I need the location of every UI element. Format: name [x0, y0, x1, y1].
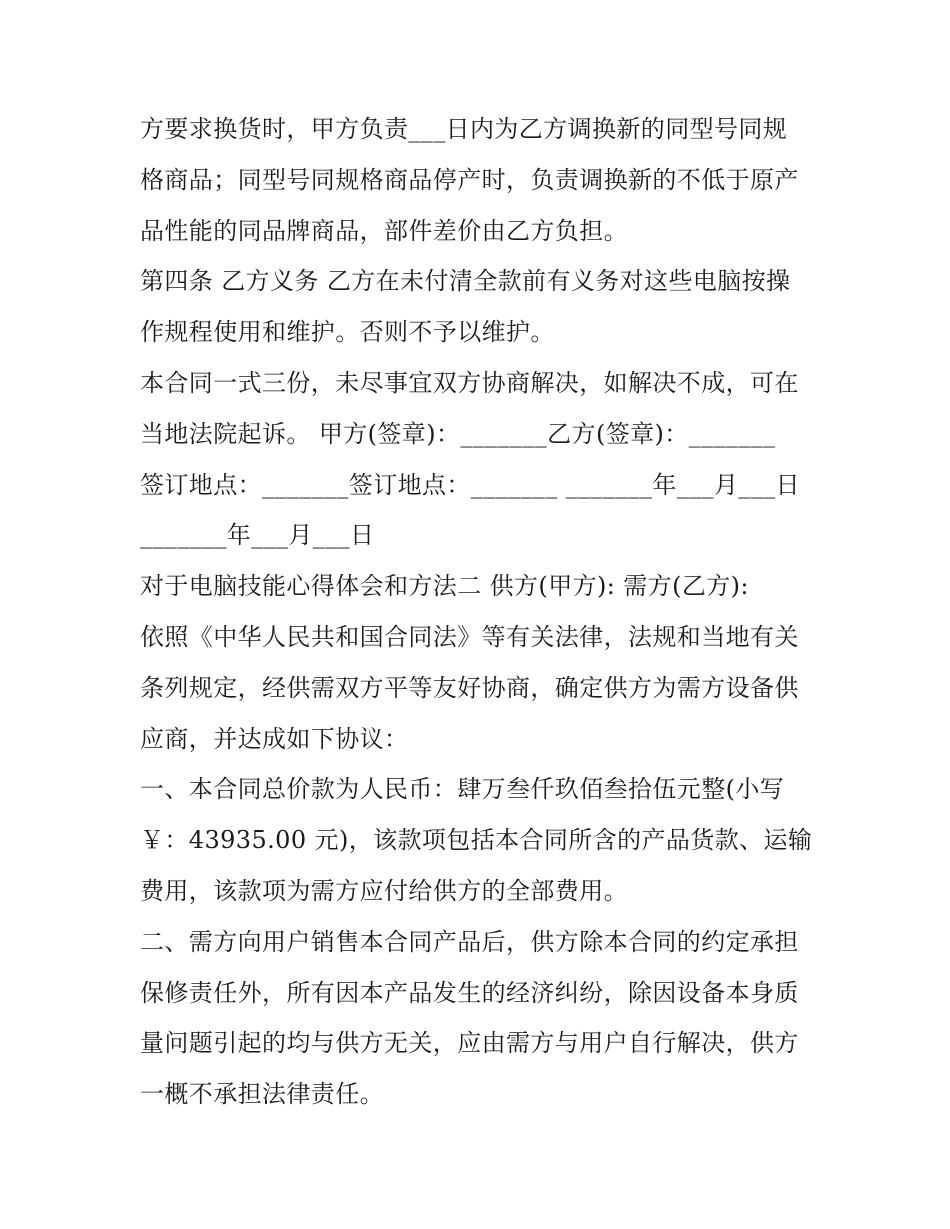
text-line: 签订地点：_______签订地点：_______ _______年___月___日	[140, 470, 801, 499]
text-line: 格商品；同型号同规格商品停产时，负责调换新的不低于原产	[140, 165, 799, 194]
text-line: 作规程使用和维护。否则不予以维护。	[140, 318, 555, 347]
text-line: 一、本合同总价款为人民币：肆万叁仟玖佰叁拾伍元整(小写	[140, 775, 785, 804]
text-line: 应商，并达成如下协议：	[140, 724, 409, 753]
text-line: 二、需方向用户销售本合同产品后，供方除本合同的约定承担	[140, 927, 799, 956]
text-line: 当地法院起诉。 甲方(签章)：_______乙方(签章)：_______	[140, 419, 776, 448]
text-line: 条列规定，经供需双方平等友好协商，确定供方为需方设备供	[140, 673, 799, 702]
text-line: 本合同一式三份，未尽事宜双方协商解决，如解决不成，可在	[140, 368, 799, 397]
document-body	[140, 104, 820, 1120]
text-line: 第四条 乙方义务 乙方在未付清全款前有义务对这些电脑按操	[140, 267, 791, 296]
text-line: _______年___月___日	[140, 521, 375, 550]
text-line: 保修责任外，所有因本产品发生的经济纠纷，除因设备本身质	[140, 978, 799, 1007]
text-line: 一概不承担法律责任。	[140, 1080, 384, 1109]
text-line: 方要求换货时，甲方负责___日内为乙方调换新的同型号同规	[140, 115, 788, 143]
text-line: 依照《中华人民共和国合同法》等有关法律，法规和当地有关	[140, 622, 799, 651]
text-line: 费用，该款项为需方应付给供方的全部费用。	[140, 876, 628, 905]
text-line: 对于电脑技能心得体会和方法二 供方(甲方): 需方(乙方):	[140, 572, 749, 601]
text-line: 品性能的同品牌商品，部件差价由乙方负担。	[140, 216, 628, 245]
text-line: ￥：43935.00 元)，该款项包括本合同所含的产品货款、运输	[140, 826, 813, 855]
text-line: 量问题引起的均与供方无关，应由需方与用户自行解决，供方	[140, 1029, 799, 1058]
